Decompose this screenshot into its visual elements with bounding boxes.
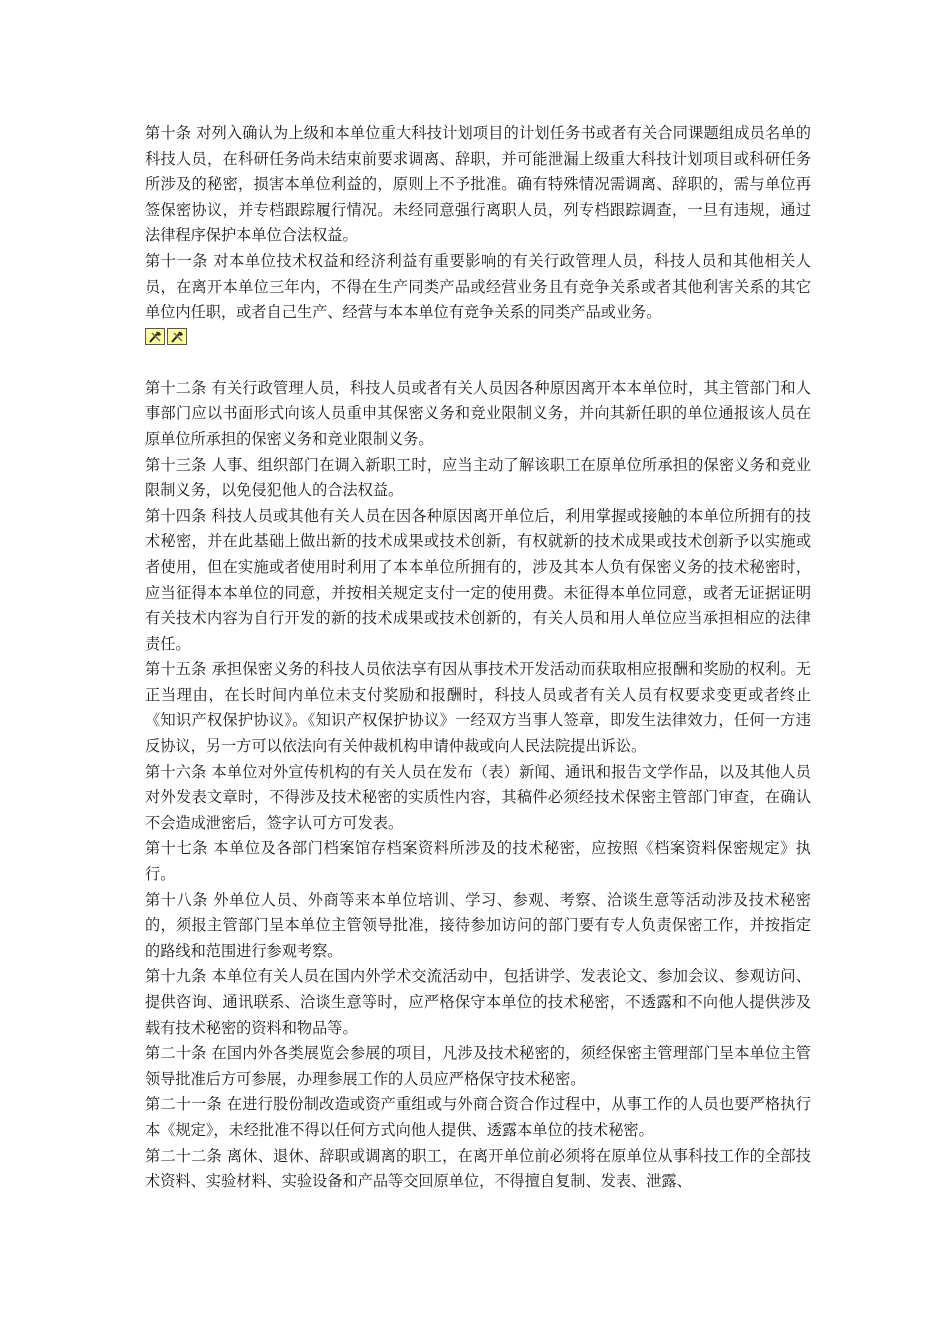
article-22: 第二十二条 离休、退休、辞职或调离的职工，在离开单位前必须将在原单位从事科技工作的全部技术资料、实验材料、实验设备和产品等交回原单位，不得擅自复制、发表、泄露、 [145,1146,811,1191]
article-14: 第十四条 科技人员或其他有关人员在因各种原因离开单位后，利用掌握或接触的本单位所拥有的技术秘密，并在此基础上做出新的技术成果或技术创新，有权就新的技术成果或技术创新予以实施或者使用，但在实施或者使用时利用了本本单位所拥有的，涉及其本人负有保密义务的技术秘密时，应当征得本本单位的同意，并按相关规定支付一定的使用费。未征得本单位同意，或者无证据证明有关技术内容为自行开发的新的技术成果或技术创新的，有关人员和用人单位应当承担相应的法律责任。 [145,506,811,653]
article-17: 第十七条 本单位及各部门档案馆存档案资料所涉及的技术秘密，应按照《档案资料保密规定》执行。 [145,839,811,884]
tools-icon[interactable] [145,328,165,345]
article-19: 第十九条 本单位有关人员在国内外学术交流活动中，包括讲学、发表论文、参加会议、参观访问、提供咨询、通讯联系、洽谈生意等时，应严格保守本单位的技术秘密，不透露和不向他人提供涉及载有技术秘密的资料和物品等。 [145,967,811,1037]
article-13: 第十三条 人事、组织部门在调入新职工时，应当主动了解该职工在原单位所承担的保密义务和竞业限制义务，以免侵犯他人的合法权益。 [145,455,811,500]
article-10: 第十条 对列入确认为上级和本单位重大科技计划项目的计划任务书或者有关合同课题组成员名单的科技人员，在科研任务尚未结束前要求调离、辞职，并可能泄漏上级重大科技计划项目或科研任务所涉及的秘密，损害本单位利益的，原则上不予批准。确有特殊情况需调离、辞职的，需与单位再签保密协议，并专档跟踪履行情况。未经同意强行离职人员，列专档跟踪调查，一旦有违规，通过法律程序保护本单位合法权益。 [145,124,811,245]
icon-toolbar [145,328,811,348]
article-11: 第十一条 对本单位技术权益和经济利益有重要影响的有关行政管理人员，科技人员和其他相关人员，在离开本单位三年内，不得在生产同类产品或经营业务且有竞争关系或者其他利害关系的其它单位内任职，或者自己生产、经营与本本单位有竞争关系的同类产品或业务。 [145,251,811,322]
article-12: 第十二条 有关行政管理人员，科技人员或者有关人员因各种原因离开本本单位时，其主管部门和人事部门应以书面形式向该人员重申其保密义务和竞业限制义务，并向其新任职的单位通报该人员在原单位所承担的保密义务和竞业限制义务。 [145,378,811,448]
article-16: 第十六条 本单位对外宣传机构的有关人员在发布（表）新闻、通讯和报告文学作品，以及其他人员对外发表文章时，不得涉及技术秘密的实质性内容，其稿件必须经技术保密主管部门审查，在确认不会造成泄密后，签字认可方可发表。 [145,762,811,832]
article-20: 第二十条 在国内外各类展览会参展的项目，凡涉及技术秘密的，须经保密主管理部门呈本单位主管领导批准后方可参展，办理参展工作的人员应严格保守技术秘密。 [145,1044,811,1088]
article-15: 第十五条 承担保密义务的科技人员依法享有因从事技术开发活动而获取相应报酬和奖励的权利。无正当理由，在长时间内单位未支付奖励和报酬时，科技人员或者有关人员有权要求变更或者终止《知识产权保护协议》。《知识产权保护协议》一经双方当事人签章，即发生法律效力，任何一方违反协议，另一方可以依法向有关仲裁机构申请仲裁或向人民法院提出诉讼。 [145,660,811,756]
document-page [145,121,811,1195]
article-21: 第二十一条 在进行股份制改造或资产重组或与外商合资合作过程中，从事工作的人员也要严格执行本《规定》，未经批准不得以任何方式向他人提供、透露本单位的技术秘密。 [145,1095,811,1139]
article-18: 第十八条 外单位人员、外商等来本单位培训、学习、参观、考察、洽谈生意等活动涉及技术秘密的，须报主管部门呈本单位主管领导批准，接待参加访问的部门要有专人负责保密工作，并按指定的路线和范围进行参观考察。 [145,890,811,960]
tools-icon[interactable] [167,328,187,345]
